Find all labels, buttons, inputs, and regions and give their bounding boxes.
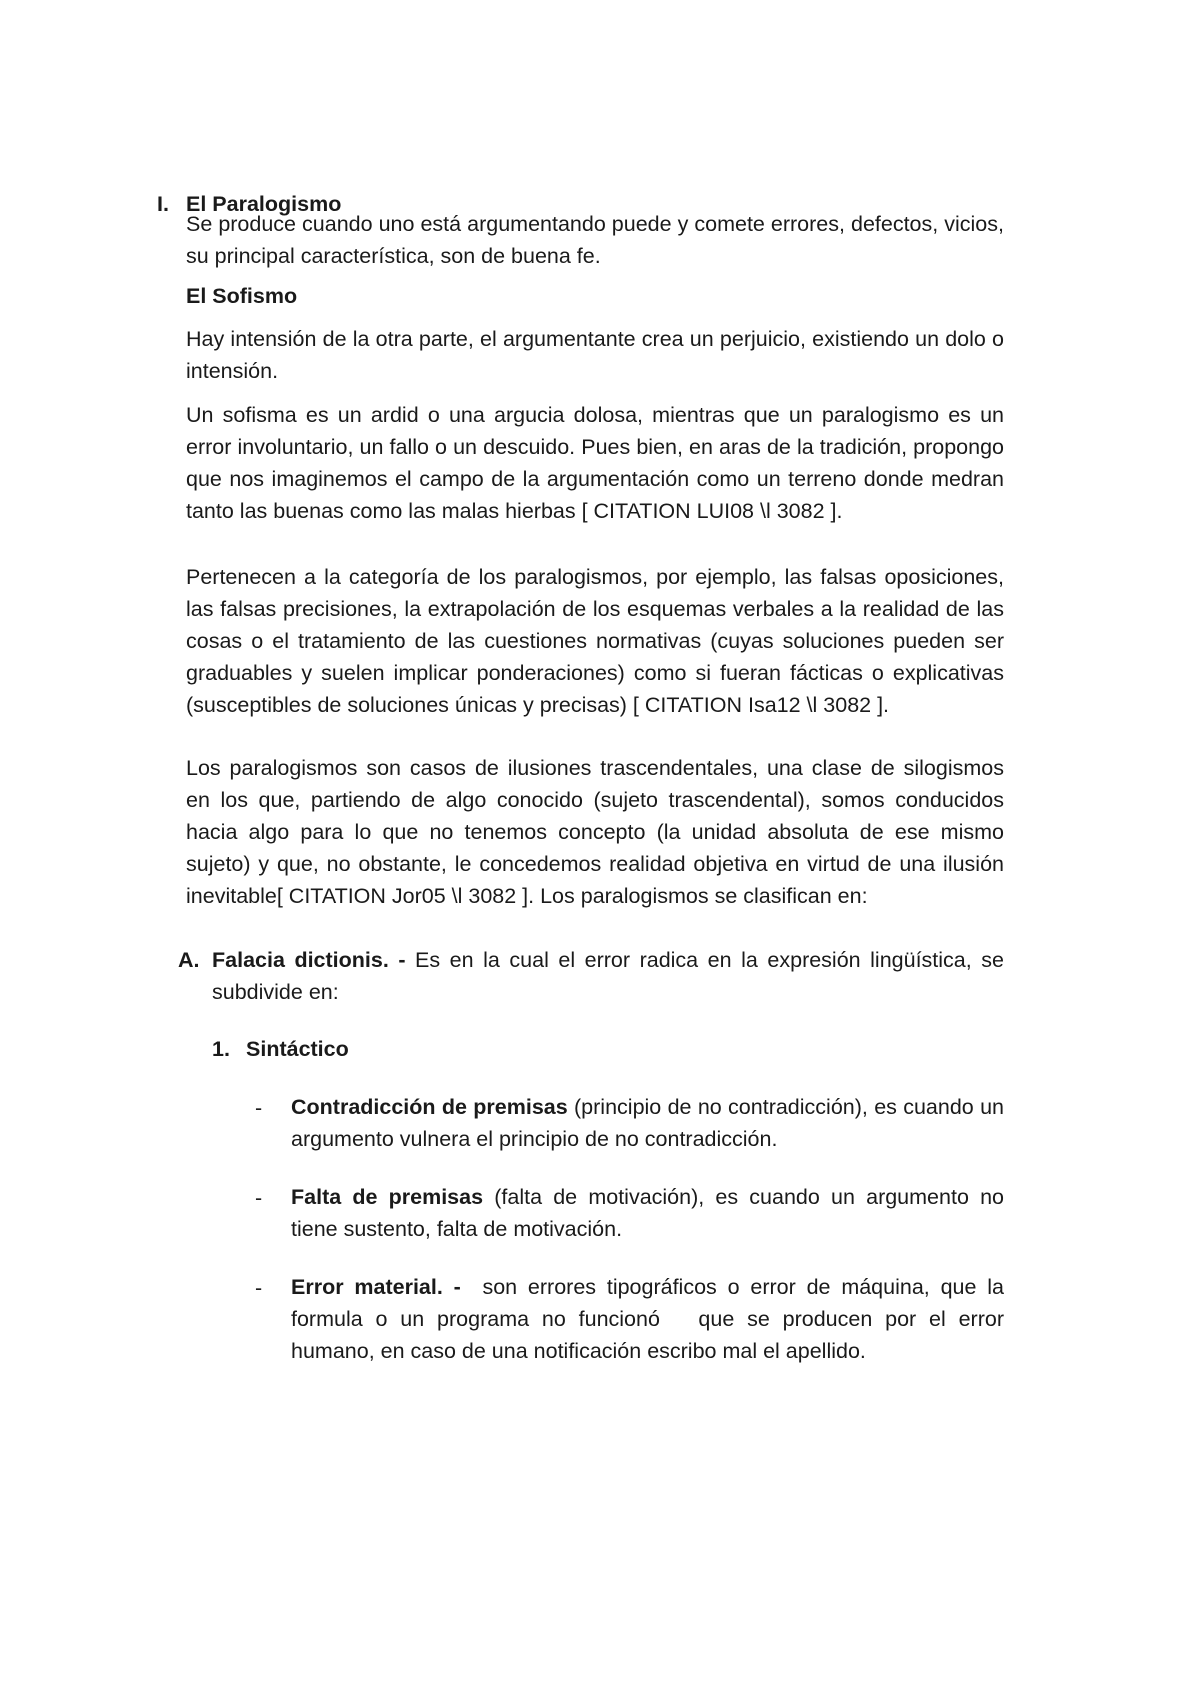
item-number: 1.	[212, 1037, 230, 1061]
subsection-text: Es en la cual el error radica en la expresión lingüística, se subdivide en:	[212, 948, 1004, 1004]
bullet-term: Falta de premisas	[291, 1185, 484, 1209]
bullet-term: Contradicción de premisas	[291, 1095, 568, 1119]
paragraph-3: Pertenecen a la categoría de los paralogismos, por ejemplo, las falsas oposiciones, las falsas precisiones, la extrapolación de los esquemas verbales a la realidad de las cosas o el tratamiento de las cuestiones normativas (cuyas soluciones pueden ser graduables y suelen implicar ponderaciones) como si fueran fácticas o explicativas (susceptibles de soluciones únicas y precisas) [ CITATION Isa12 \l 3082 ].	[186, 565, 1004, 717]
bullet-text: son errores tipográficos o error de máquina, que la formula o un programa no funcionó que se producen por el error humano, en caso de una notificación escribo mal el apellido.	[291, 1275, 1010, 1363]
bullet-item	[291, 1181, 1004, 1245]
subsection-paragraph	[212, 944, 1004, 1008]
paragraph-1: Hay intensión de la otra parte, el argumentante crea un perjuicio, existiendo un dolo o intensión.	[186, 327, 1004, 383]
paragraph-4: Los paralogismos son casos de ilusiones trascendentales, una clase de silogismos en los que, partiendo de algo conocido (sujeto trascendental), somos conducidos hacia algo para lo que no tenemos concepto (la unidad absoluta de ese mismo sujeto) y que, no obstante, le concedemos realidad objetiva en virtud de una ilusión inevitable[ CITATION Jor05 \l 3082 ]. Los paralogismos se clasifican en:	[186, 756, 1004, 908]
bullet-item	[291, 1271, 1010, 1367]
paragraph-2: Un sofisma es un ardid o una argucia dolosa, mientras que un paralogismo es un error involuntario, un fallo o un descuido. Pues bien, en aras de la tradición, propongo que nos imaginemos el campo de la argumentación como un terreno donde medran tanto las buenas como las malas hierbas [ CITATION LUI08 \l 3082 ].	[186, 403, 1004, 523]
bullet-dash: -	[255, 1096, 263, 1120]
subsection-title: Falacia dictionis. -	[212, 948, 406, 972]
bullet-term: Error material. -	[291, 1275, 461, 1299]
bullet-text: (falta de motivación), es cuando un argumento no tiene sustento, falta de motivación.	[291, 1185, 1004, 1241]
bullet-dash: -	[255, 1186, 263, 1210]
item-title: Sintáctico	[246, 1037, 349, 1061]
subsection-letter: A.	[178, 948, 200, 972]
bullet-item	[291, 1091, 1004, 1155]
section-intro: Se produce cuando uno está argumentando puede y comete errores, defectos, vicios, su principal característica, son de buena fe.	[186, 212, 1004, 268]
sofismo-title: El Sofismo	[186, 284, 298, 308]
bullet-dash: -	[255, 1276, 263, 1300]
bullet-text: (principio de no contradicción), es cuando un argumento vulnera el principio de no contradicción.	[291, 1095, 1005, 1151]
section-number: I.	[157, 192, 169, 216]
section-title: El Paralogismo	[186, 192, 342, 216]
